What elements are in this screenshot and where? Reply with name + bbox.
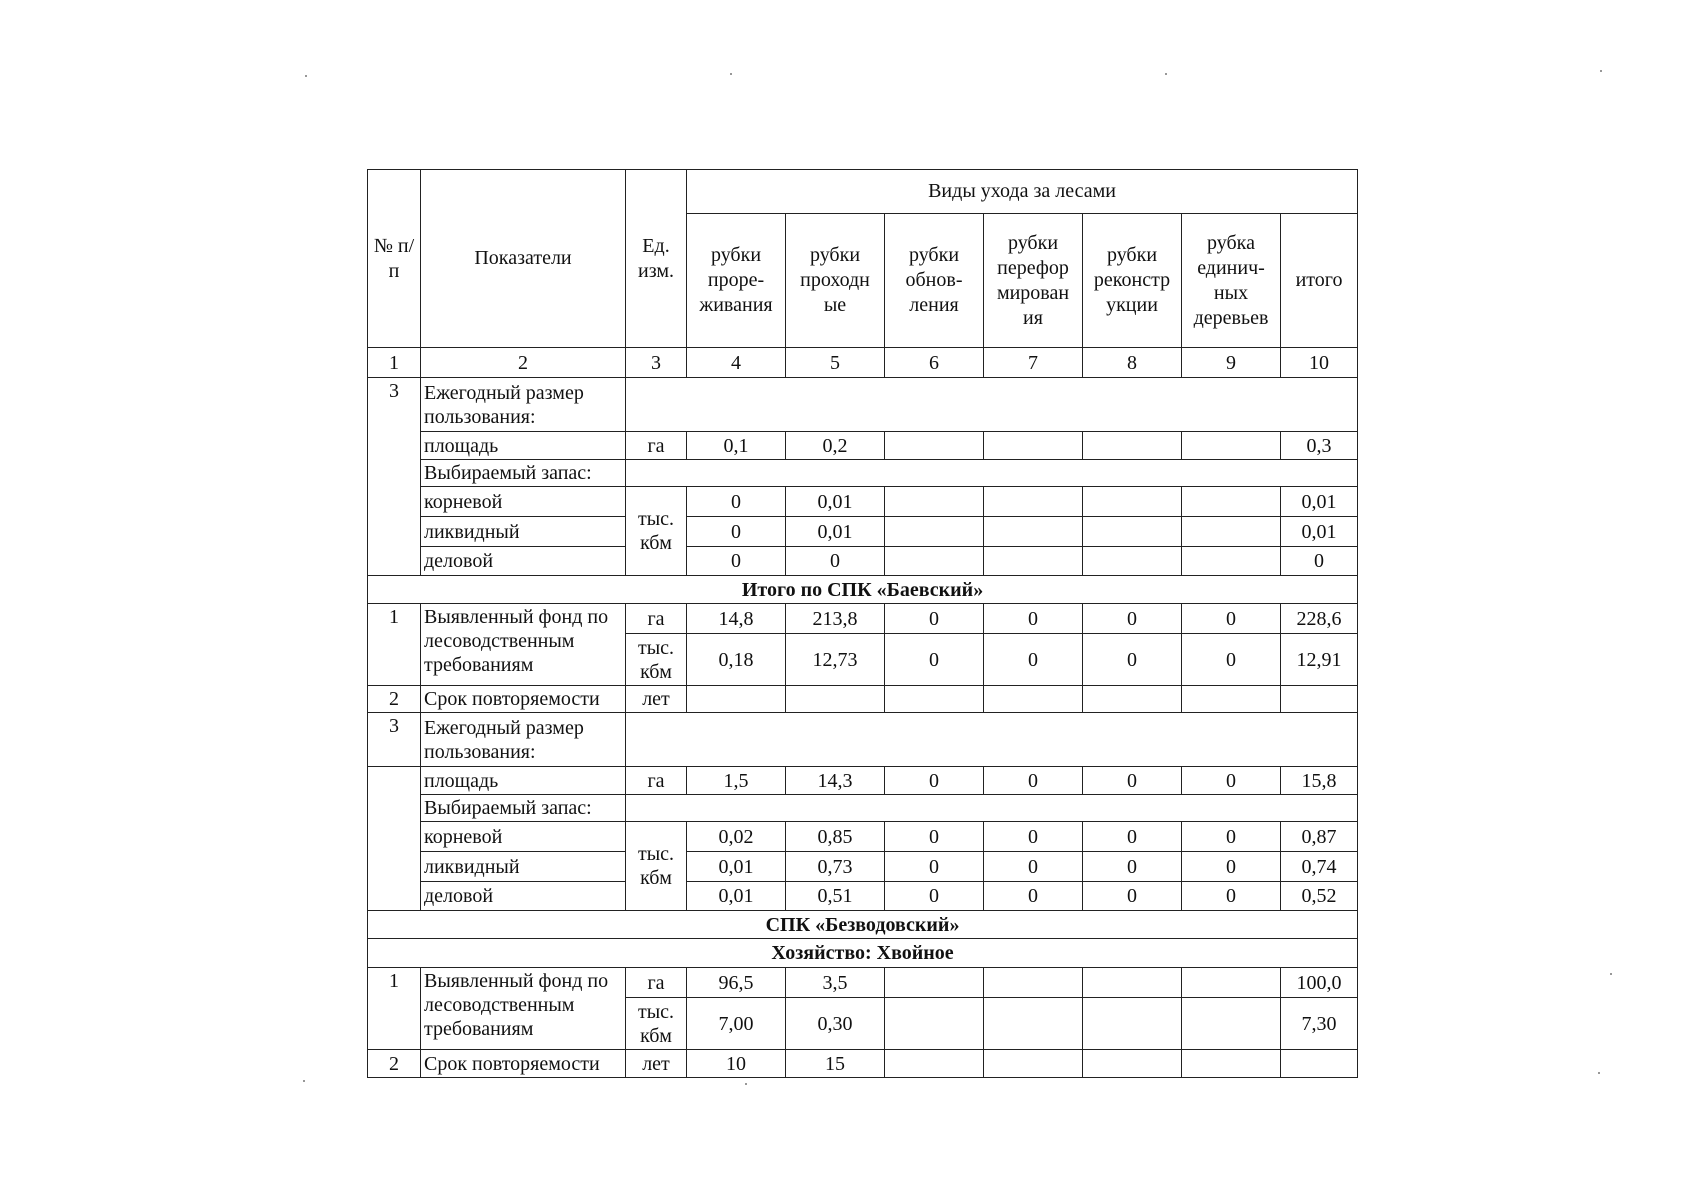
row-number: 1 — [368, 604, 421, 686]
value-cell — [1182, 968, 1281, 998]
value-cell: 0 — [1083, 604, 1182, 634]
value-cell: 0 — [984, 882, 1083, 911]
value-cell: 96,5 — [687, 968, 786, 998]
col-number: 10 — [1281, 348, 1358, 378]
col-number: 9 — [1182, 348, 1281, 378]
scan-speck — [1600, 70, 1602, 72]
value-cell: 0 — [984, 852, 1083, 882]
value-cell: 15 — [786, 1050, 885, 1078]
table-row — [368, 604, 1358, 634]
value-cell: 10 — [687, 1050, 786, 1078]
row-label: деловой — [421, 882, 626, 911]
total-cell: 12,91 — [1281, 634, 1358, 686]
unit-cell: га — [626, 604, 687, 634]
value-cell: 3,5 — [786, 968, 885, 998]
col-number: 7 — [984, 348, 1083, 378]
value-cell — [1083, 547, 1182, 576]
total-cell: 0,01 — [1281, 517, 1358, 547]
empty-cell — [626, 795, 1358, 822]
row-label: площадь — [421, 767, 626, 795]
value-cell — [984, 547, 1083, 576]
table-row — [368, 767, 1358, 795]
row-number: 2 — [368, 1050, 421, 1078]
table-row — [368, 882, 1358, 911]
header-row — [368, 170, 1358, 214]
row-label: деловой — [421, 547, 626, 576]
value-cell: 0 — [885, 634, 984, 686]
table-row — [368, 378, 1358, 432]
value-cell: 0 — [1182, 822, 1281, 852]
scan-speck — [305, 75, 307, 77]
header-type: итого — [1281, 214, 1358, 348]
value-cell: 0 — [885, 882, 984, 911]
value-cell: 0 — [687, 547, 786, 576]
unit-cell: га — [626, 968, 687, 998]
value-cell: 0 — [1083, 767, 1182, 795]
total-cell: 15,8 — [1281, 767, 1358, 795]
value-cell — [885, 517, 984, 547]
value-cell: 0,2 — [786, 432, 885, 460]
table-row — [368, 487, 1358, 517]
unit-cell: га — [626, 432, 687, 460]
value-cell: 0 — [984, 767, 1083, 795]
table-row — [368, 713, 1358, 767]
value-cell: 0 — [1182, 852, 1281, 882]
value-cell: 0 — [885, 767, 984, 795]
row-label: Срок повторяемости — [421, 686, 626, 713]
value-cell — [1182, 686, 1281, 713]
column-numbers-row — [368, 348, 1358, 378]
value-cell: 7,00 — [687, 998, 786, 1050]
value-cell: 0 — [885, 604, 984, 634]
col-number: 8 — [1083, 348, 1182, 378]
value-cell: 0 — [786, 547, 885, 576]
header-type: рубки обнов-ления — [885, 214, 984, 348]
value-cell: 12,73 — [786, 634, 885, 686]
value-cell: 0 — [1083, 852, 1182, 882]
table-row — [368, 1050, 1358, 1078]
unit-cell: лет — [626, 1050, 687, 1078]
value-cell — [984, 432, 1083, 460]
value-cell: 0 — [1182, 634, 1281, 686]
header-indicators: Показатели — [421, 170, 626, 348]
value-cell: 0 — [687, 487, 786, 517]
table-row — [368, 460, 1358, 487]
row-number: 2 — [368, 686, 421, 713]
row-label: Ежегодный размер пользования: — [421, 378, 626, 432]
value-cell — [885, 432, 984, 460]
table-row — [368, 686, 1358, 713]
total-cell: 7,30 — [1281, 998, 1358, 1050]
value-cell: 0 — [885, 852, 984, 882]
value-cell: 0,01 — [687, 852, 786, 882]
value-cell — [984, 1050, 1083, 1078]
total-cell: 0,3 — [1281, 432, 1358, 460]
value-cell: 0,01 — [786, 487, 885, 517]
value-cell: 0,51 — [786, 882, 885, 911]
value-cell — [984, 487, 1083, 517]
empty-cell — [368, 767, 421, 911]
value-cell — [1182, 517, 1281, 547]
value-cell: 0 — [687, 517, 786, 547]
empty-cell — [626, 378, 1358, 432]
row-label: Выявленный фонд по лесоводственным требованиям — [421, 968, 626, 1050]
row-label: Срок повторяемости — [421, 1050, 626, 1078]
value-cell — [885, 547, 984, 576]
value-cell: 0 — [984, 634, 1083, 686]
table-row — [368, 852, 1358, 882]
value-cell: 0 — [1182, 767, 1281, 795]
value-cell: 0,85 — [786, 822, 885, 852]
value-cell: 0 — [885, 822, 984, 852]
value-cell: 0 — [1083, 822, 1182, 852]
unit-cell: тыс. кбм — [626, 487, 687, 576]
value-cell — [984, 968, 1083, 998]
scan-speck — [730, 73, 732, 75]
value-cell: 0,18 — [687, 634, 786, 686]
header-group: Виды ухода за лесами — [687, 170, 1358, 214]
total-cell: 0,87 — [1281, 822, 1358, 852]
value-cell — [1083, 487, 1182, 517]
value-cell — [687, 686, 786, 713]
value-cell — [885, 968, 984, 998]
section-title-row — [368, 576, 1358, 604]
scan-speck — [303, 1080, 305, 1082]
header-type: рубки проходн ые — [786, 214, 885, 348]
value-cell: 0,01 — [786, 517, 885, 547]
value-cell: 0 — [984, 822, 1083, 852]
header-type: рубка единич-ных деревьев — [1182, 214, 1281, 348]
value-cell — [786, 686, 885, 713]
value-cell — [1083, 968, 1182, 998]
value-cell: 0 — [1182, 604, 1281, 634]
row-label: ликвидный — [421, 517, 626, 547]
row-number: 3 — [368, 378, 421, 576]
value-cell: 14,3 — [786, 767, 885, 795]
value-cell — [885, 686, 984, 713]
col-number: 5 — [786, 348, 885, 378]
row-label: корневой — [421, 487, 626, 517]
value-cell: 0,01 — [687, 882, 786, 911]
row-label: Выбираемый запас: — [421, 795, 626, 822]
value-cell — [1182, 1050, 1281, 1078]
table-row — [368, 795, 1358, 822]
row-label: корневой — [421, 822, 626, 852]
total-cell: 100,0 — [1281, 968, 1358, 998]
table-row — [368, 547, 1358, 576]
value-cell: 14,8 — [687, 604, 786, 634]
value-cell: 0 — [984, 604, 1083, 634]
section-subtitle: Хозяйство: Хвойное — [368, 939, 1358, 968]
value-cell — [885, 487, 984, 517]
section-title: Итого по СПК «Баевский» — [368, 576, 1358, 604]
col-number: 6 — [885, 348, 984, 378]
forest-care-table — [367, 169, 1358, 1078]
section-subtitle-row — [368, 939, 1358, 968]
value-cell — [1083, 517, 1182, 547]
value-cell: 1,5 — [687, 767, 786, 795]
section-title: СПК «Безводовский» — [368, 911, 1358, 939]
row-label: площадь — [421, 432, 626, 460]
col-number: 2 — [421, 348, 626, 378]
total-cell: 0 — [1281, 547, 1358, 576]
value-cell: 0 — [1182, 882, 1281, 911]
total-cell: 0,74 — [1281, 852, 1358, 882]
header-type: рубки перефор мирован ия — [984, 214, 1083, 348]
value-cell: 0,1 — [687, 432, 786, 460]
total-cell: 228,6 — [1281, 604, 1358, 634]
header-type: рубки реконстр укции — [1083, 214, 1182, 348]
table-row — [368, 432, 1358, 460]
row-number: 3 — [368, 713, 421, 767]
value-cell — [984, 998, 1083, 1050]
unit-cell: тыс. кбм — [626, 998, 687, 1050]
section-title-row — [368, 911, 1358, 939]
unit-cell: га — [626, 767, 687, 795]
total-cell: 0,52 — [1281, 882, 1358, 911]
table-row — [368, 517, 1358, 547]
value-cell — [1182, 547, 1281, 576]
value-cell — [1083, 1050, 1182, 1078]
unit-cell: тыс. кбм — [626, 822, 687, 911]
value-cell — [1182, 487, 1281, 517]
table-row — [368, 968, 1358, 998]
total-cell — [1281, 1050, 1358, 1078]
scan-speck — [1610, 973, 1612, 975]
row-label: Выбираемый запас: — [421, 460, 626, 487]
total-cell: 0,01 — [1281, 487, 1358, 517]
value-cell — [1182, 432, 1281, 460]
row-label: Ежегодный размер пользования: — [421, 713, 626, 767]
value-cell — [885, 1050, 984, 1078]
header-type: рубки проре-живания — [687, 214, 786, 348]
unit-cell: тыс. кбм — [626, 634, 687, 686]
value-cell — [1083, 432, 1182, 460]
value-cell: 0,73 — [786, 852, 885, 882]
total-cell — [1281, 686, 1358, 713]
scan-speck — [745, 1083, 747, 1085]
value-cell — [1182, 998, 1281, 1050]
value-cell — [1083, 686, 1182, 713]
col-number: 1 — [368, 348, 421, 378]
col-number: 4 — [687, 348, 786, 378]
value-cell — [885, 998, 984, 1050]
header-unit: Ед. изм. — [626, 170, 687, 348]
unit-cell: лет — [626, 686, 687, 713]
table-row — [368, 822, 1358, 852]
row-number: 1 — [368, 968, 421, 1050]
header-no: № п/п — [368, 170, 421, 348]
value-cell: 0 — [1083, 882, 1182, 911]
empty-cell — [626, 460, 1358, 487]
value-cell: 0 — [1083, 634, 1182, 686]
row-label: Выявленный фонд по лесоводственным требованиям — [421, 604, 626, 686]
row-label: ликвидный — [421, 852, 626, 882]
scan-speck — [1598, 1072, 1600, 1074]
empty-cell — [626, 713, 1358, 767]
col-number: 3 — [626, 348, 687, 378]
value-cell — [1083, 998, 1182, 1050]
value-cell: 213,8 — [786, 604, 885, 634]
value-cell — [984, 686, 1083, 713]
value-cell: 0,02 — [687, 822, 786, 852]
value-cell: 0,30 — [786, 998, 885, 1050]
scan-speck — [1165, 73, 1167, 75]
value-cell — [984, 517, 1083, 547]
